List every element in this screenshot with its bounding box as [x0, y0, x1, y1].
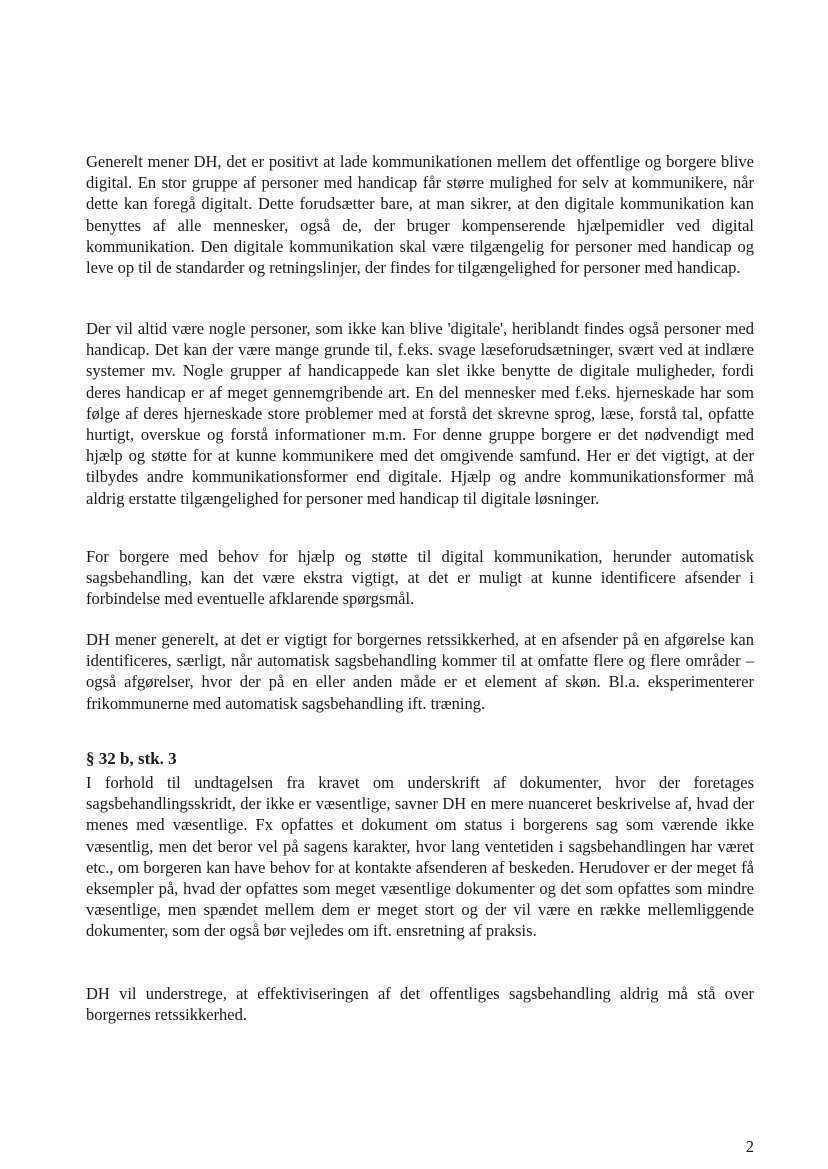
section-heading: § 32 b, stk. 3	[86, 749, 177, 768]
paragraph-digital-communication: Generelt mener DH, det er positivt at lade kommunikationen mellem det offentlige og borgere blive digital. En stor gruppe af personer med handicap får større mulighed for selv at kommunikere, når dette kan foregå digitalt. Dette forudsætter bare, at man sikrer, at den digitale kommunikation kan benyttes af alle mennesker, også de, der bruger kompenserende hjælpemidler ved digital kommunikation. Den digitale kommunikation skal være tilgængelig for personer med handicap og leve op til de standarder og retningslinjer, der findes for tilgængelighed for personer med handicap.	[86, 152, 754, 278]
paragraph-conclusion: DH vil understrege, at effektiviseringen af det offentliges sagsbehandling aldrig må stå over borgernes retssikkerhed.	[86, 984, 754, 1025]
paragraph-signature-exception: I forhold til undtagelsen fra kravet om underskrift af dokumenter, hvor der foretages sagsbehandlingsskridt, der ikke er væsentlige, savner DH en mere nuanceret beskrivelse af, hvad der menes med væsentlige. Fx opfattes et dokument om status i borgerens sag som værende ikke væsentlig, men det beror vel på sagens karakter, hvor lang ventetiden i sagsbehandlingen har været etc., om borgeren kan have behov for at kontakte afsenderen af beskeden. Herudover er der meget få eksempler på, hvad der opfattes som meget væsentlige dokumenter og det som opfattes som mindre væsentlige, men spændet mellem dem er meget stort og der vil være en række mellemliggende dokumenter, som der også bør vejledes om ift. ensretning af praksis.	[86, 773, 754, 941]
paragraph-identify-sender: For borgere med behov for hjælp og støtte til digital kommunikation, herunder automatisk sagsbehandling, kan det være ekstra vigtigt, at det er muligt at kunne identificere afsender i forbindelse med eventuelle afklarende spørgsmål.	[86, 547, 754, 609]
page-number: 2	[745, 1137, 754, 1156]
paragraph-legal-certainty: DH mener generelt, at det er vigtigt for borgernes retssikkerhed, at en afsender på en afgørelse kan identificeres, særligt, når automatisk sagsbehandling kommer til at omfatte flere og flere områder – også afgørelser, hvor der på en eller anden måde er et element af skøn. Bl.a. eksperimenterer frikommunerne med automatisk sagsbehandling ift. træning.	[86, 630, 754, 713]
paragraph-non-digital-persons: Der vil altid være nogle personer, som ikke kan blive 'digitale', heriblandt findes også personer med handicap. Det kan der være mange grunde til, f.eks. svage læseforudsætninger, svært ved at indlære systemer mv. Nogle grupper af handicappede kan slet ikke benytte de digitale muligheder, fordi deres handicap er af meget gennemgribende art. En del mennesker med f.eks. hjerneskade har som følge af deres hjerneskade store problemer med at forstå det skrevne sprog, læse, forstå tal, opfatte hurtigt, overskue og forstå informationer m.m. For denne gruppe borgere er det nødvendigt med hjælp og støtte for at kunne kommunikere med det omgivende samfund. Her er det vigtigt, at der tilbydes andre kommunikationsformer end digitale. Hjælp og andre kommunikationsformer må aldrig erstatte tilgængelighed for personer med handicap til digitale løsninger.	[86, 319, 754, 508]
